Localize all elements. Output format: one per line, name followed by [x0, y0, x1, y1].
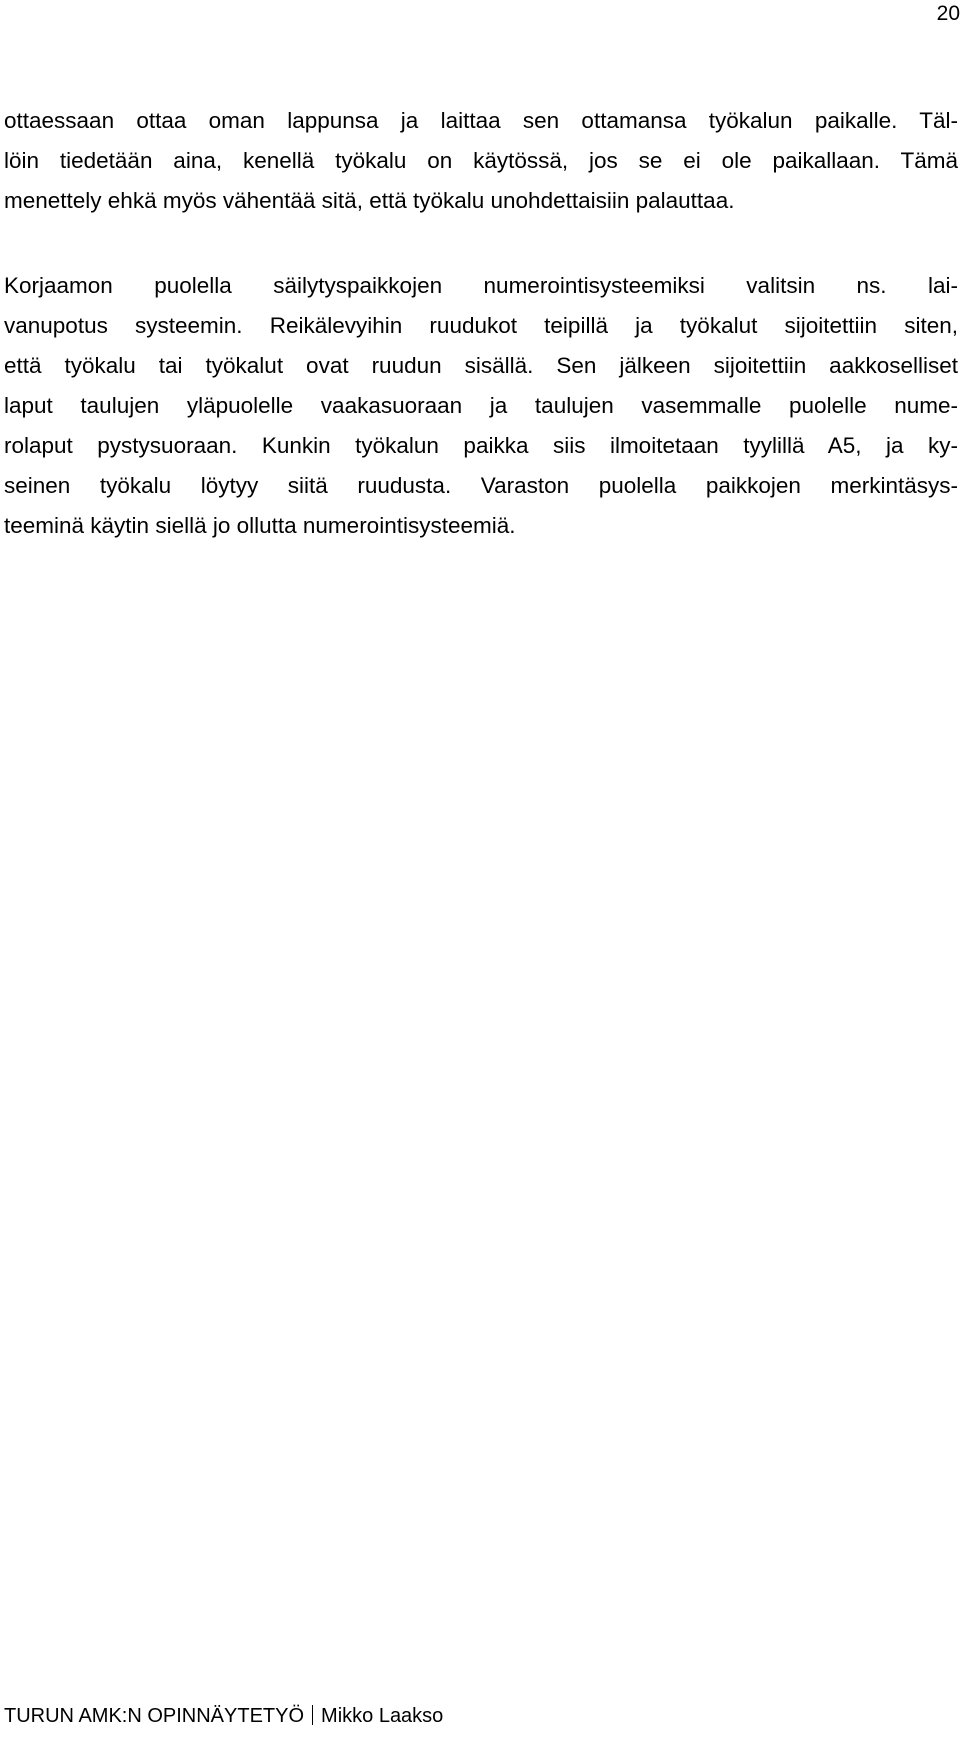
paragraph-line: vanupotus systeemin. Reikälevyihin ruudukot teipillä ja työkalut sijoitettiin siten, [4, 313, 958, 338]
paragraph-line: löin tiedetään aina, kenellä työkalu on käytössä, jos se ei ole paikallaan. Tämä [4, 148, 958, 173]
paragraph-line: teeminä käytin siellä jo ollutta numerointisysteemiä. [4, 513, 516, 538]
paragraph-line: ottaessaan ottaa oman lappunsa ja laittaa sen ottamansa työkalun paikalle. Täl- [4, 108, 958, 133]
footer-separator [312, 1705, 313, 1725]
paragraph-1 [4, 101, 958, 221]
paragraph-line: menettely ehkä myös vähentää sitä, että työkalu unohdettaisiin palauttaa. [4, 188, 735, 213]
paragraph-line: että työkalu tai työkalut ovat ruudun sisällä. Sen jälkeen sijoitettiin aakkoselliset [4, 353, 958, 378]
paragraph-line: laput taulujen yläpuolelle vaakasuoraan ja taulujen vasemmalle puolelle nume- [4, 393, 958, 418]
paragraph-line: seinen työkalu löytyy siitä ruudusta. Varaston puolella paikkojen merkintäsys- [4, 473, 958, 498]
footer-institution: TURUN AMK:N OPINNÄYTETYÖ [4, 1705, 305, 1727]
paragraph-line: Korjaamon puolella säilytyspaikkojen numerointisysteemiksi valitsin ns. lai- [4, 273, 958, 298]
paragraph-line: rolaput pystysuoraan. Kunkin työkalun paikka siis ilmoitetaan tyylillä A5, ja ky- [4, 433, 958, 458]
page-number: 20 [936, 2, 960, 25]
footer-author: Mikko Laakso [321, 1705, 444, 1727]
paragraph-2 [4, 266, 958, 546]
footer [4, 1704, 443, 1728]
